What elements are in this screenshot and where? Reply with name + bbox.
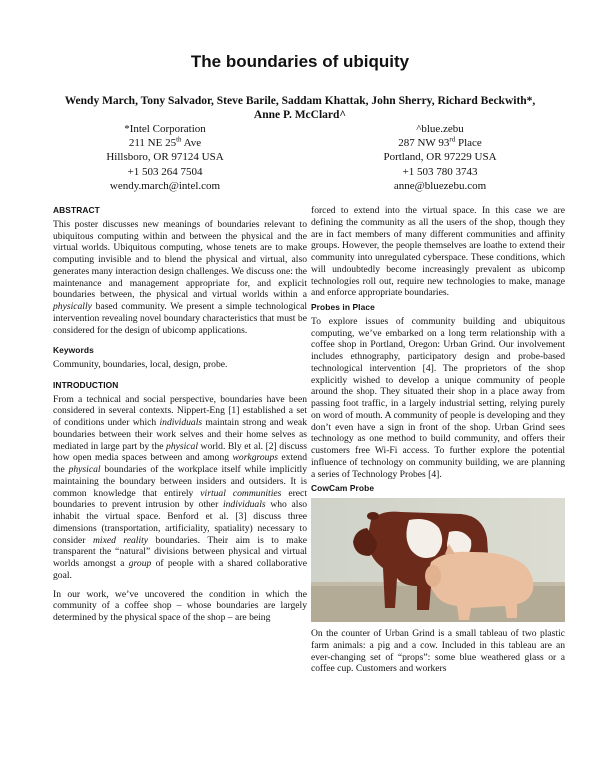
left-column: [53, 205, 307, 626]
authors-line-1: Wendy March, Tony Salvador, Steve Barile, Saddam Khattak, John Sherry, Richard Beckwith*,: [64, 95, 536, 107]
affiliation-city: Hillsboro, OR 97124 USA: [106, 151, 224, 164]
affiliation-city: Portland, OR 97229 USA: [383, 151, 497, 164]
affiliation-org: *Intel Corporation: [124, 123, 206, 135]
introduction-heading: INTRODUCTION: [53, 379, 119, 390]
right-column: [311, 205, 565, 677]
abstract-heading: ABSTRACT: [53, 205, 100, 215]
introduction-paragraph-2: In our work, we’ve uncovered the condition in which the community of a coffee shop – whose boundaries are largely determined by the physical space of the shop – are being: [53, 588, 307, 623]
abstract-text: This poster discusses new meanings of boundaries relevant to ubiquitous computing within and between the physical and the virtual worlds. Ubiquitous computing, whose tenets are to make computing invisible and to blend the physical and virtual, also generates many interaction design challenges. We discuss one: the maintenance and management appropriate for, and explicit boundaries between, the physical and virtual worlds within a physically based community. We present a simple technological intervention revealing novel boundary characteristics that must be considered for the design of ubicomp applications.: [53, 218, 308, 336]
affiliation-bluezebu: [330, 122, 550, 193]
affiliation-intel: [55, 122, 275, 193]
affiliation-email: anne@bluezebu.com: [393, 179, 487, 192]
cowcam-heading: CowCam Probe: [311, 483, 375, 494]
affiliation-phone: +1 503 264 7504: [127, 165, 203, 178]
probes-heading: Probes in Place: [311, 302, 375, 312]
cowcam-text: On the counter of Urban Grind is a small tableau of two plastic farm animals: a pig and a cow. Included in this tableau are an ever-changing set of “props”: some blue weathered glass or a coffee cup. Customers and workers: [311, 628, 565, 675]
affiliation-org: ^blue.zebu: [416, 123, 464, 135]
keywords-heading: Keywords: [53, 345, 94, 356]
keywords-text: Community, boundaries, local, design, probe.: [53, 359, 228, 370]
cow-and-pig-figurines: [311, 498, 565, 622]
authors-line-2: Anne P. McClard^: [253, 109, 347, 121]
paper-title: The boundaries of ubiquity: [190, 52, 410, 71]
introduction-paragraph-1: From a technical and social perspective, boundaries have been considered in several contexts. Nippert-Eng [1] established a set of conditions under which individuals maintain strong and weak boundaries between their work selves and their home selves as mediated in large part by the physical world. Bly et al. [2] discuss how open media spaces between and among workgroups extend the physical boundaries of the workplace itself while implicitly maintaining the boundary between insiders and outsiders. It is common knowledge that entirely virtual communities erect boundaries to prevent intrusion by other individuals who also inhabit the virtual space. Benford et al. [3] discuss three dimensions (transportation, artificiality, spatiality) necessary to consider mixed reality boundaries. Their aim is to make transparent the “natural” divisions between physical and virtual worlds amongst a group of people with a shared collaborative goal.: [53, 393, 308, 581]
affiliation-phone: +1 503 780 3743: [402, 165, 478, 178]
affiliation-street: 211 NE 25th Ave: [128, 135, 202, 150]
introduction-continuation: forced to extend into the virtual space. In this case we are defining the community as all the users of the shop, though they are in fact members of many different communities and affinity groups. However, the people themselves are loathe to extend their community into unregulated cyberspace. These conditions, which will undoubtedly become increasingly prevalent as ubicomp technologies roll out, require new technologies to make, manage and enforce appropriate boundaries.: [311, 205, 565, 299]
probes-text: To explore issues of community building and ubiquitous computing, we’ve embarked on a long term relationship with a coffee shop in Portland, Oregon: Urban Grind. Our involvement includes ethnography, participatory design and probe-based technological intervention [4]. The proprietors of the shop explicitly wished to develop a unique community of people around the shop. They situated their shop in a place away from passing foot traffic, in a largely industrial setting, relying purely on word of mouth. A community of people is developing and they don’t even have a sign in front of the shop. Urban Grind sees technology as one method to build community, and offers their customers free Wi-Fi access. To further explore the potential influence of technology on community building, we are planning a series of Technology Probes [4].: [311, 315, 565, 480]
affiliation-street: 287 NW 93rd Place: [398, 135, 482, 150]
affiliation-email: wendy.march@intel.com: [109, 179, 221, 192]
cowcam-photo: [311, 498, 565, 622]
author-list: [36, 94, 564, 122]
